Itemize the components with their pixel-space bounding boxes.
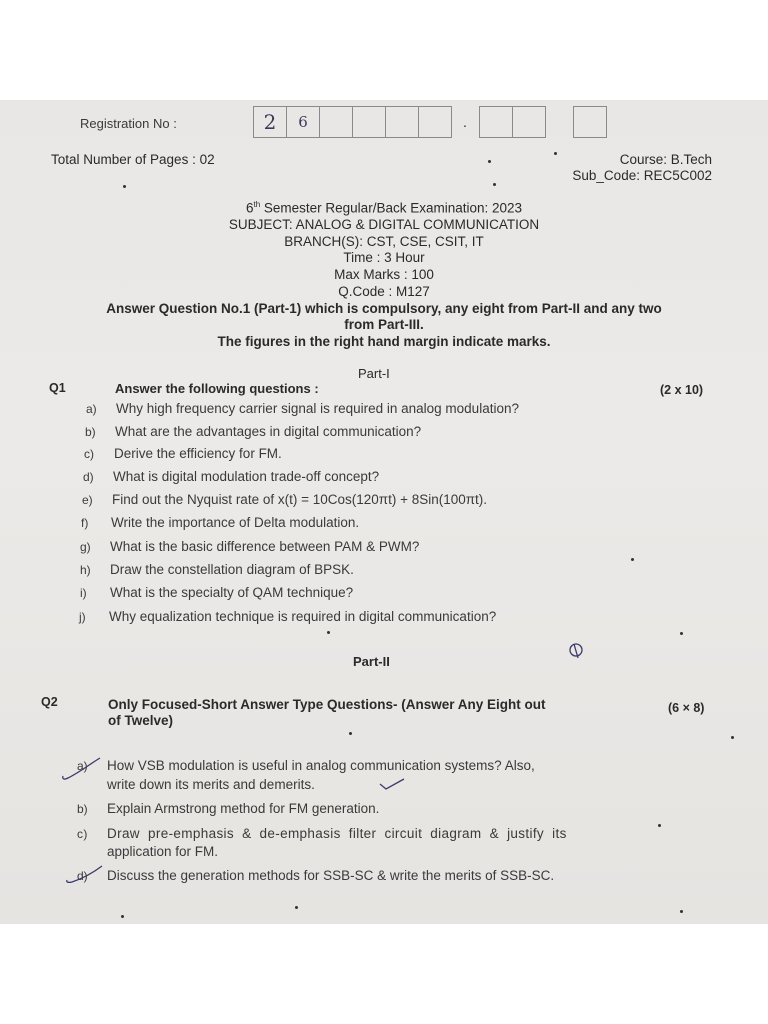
instruction-line-3: The figures in the right hand margin indicate marks. [217, 334, 551, 349]
item-letter: a) [86, 402, 97, 416]
item-continuation: application for FM. [107, 844, 219, 859]
list-item [83, 469, 379, 484]
speck [680, 632, 683, 635]
q2-number: Q2 [41, 695, 58, 709]
list-item [80, 562, 354, 577]
part2-title: Part-II [353, 654, 390, 669]
speck [493, 183, 496, 186]
item-text: Find out the Nyquist rate of x(t) = 10Cos(120πt) + 8Sin(100πt). [112, 492, 488, 507]
list-item [77, 868, 554, 883]
item-letter: d) [83, 470, 94, 484]
semester-ordinal: 6 [245, 200, 254, 216]
speck [327, 631, 330, 634]
registration-box [418, 106, 452, 138]
exam-paper [0, 100, 768, 924]
branch: BRANCH(S): CST, CSE, CSIT, IT [284, 234, 484, 249]
list-item [84, 446, 282, 461]
speck [121, 915, 124, 918]
q1-marks: (2 x 10) [660, 383, 704, 397]
speck [631, 558, 634, 561]
registration-box [479, 106, 513, 138]
item-letter: g) [80, 540, 91, 554]
item-text: What is the basic difference between PAM & PWM? [110, 539, 420, 554]
registration-boxes [253, 106, 606, 138]
time: Time : 3 Hour [343, 250, 425, 265]
item-text: Why equalization technique is required in digital communication? [109, 609, 497, 624]
item-text: What is digital modulation trade-off concept? [113, 469, 380, 484]
speck [349, 732, 352, 735]
item-letter: d) [77, 869, 88, 883]
q1-number: Q1 [49, 381, 66, 395]
item-continuation: write down its merits and demerits. [107, 777, 315, 792]
registration-box: 6 [286, 106, 320, 138]
semester-line [0, 200, 768, 216]
list-item [80, 539, 419, 554]
item-text: Discuss the generation methods for SSB-SC & write the merits of SSB-SC. [107, 868, 555, 883]
list-item [82, 492, 487, 507]
registration-box [385, 106, 419, 138]
subject: SUBJECT: ANALOG & DIGITAL COMMUNICATION [228, 217, 540, 232]
q2-heading-line-2: of Twelve) [108, 713, 174, 728]
registration-box [512, 106, 546, 138]
list-item [77, 801, 379, 816]
course: Course: B.Tech [619, 152, 712, 167]
registration-box [573, 106, 607, 138]
instruction-line-2: from Part-III. [344, 317, 424, 332]
sub-code: Sub_Code: REC5C002 [572, 168, 712, 183]
instruction-line-1: Answer Question No.1 (Part-1) which is compulsory, any eight from Part-II and any two [106, 301, 662, 316]
item-text: Why high frequency carrier signal is required in analog modulation? [116, 401, 519, 416]
item-text: Derive the efficiency for FM. [114, 446, 282, 461]
item-text: How VSB modulation is useful in analog communication systems? Also, [107, 758, 535, 773]
list-item [86, 401, 519, 416]
item-letter: h) [80, 563, 91, 577]
speck [295, 906, 298, 909]
max-marks: Max Marks : 100 [334, 267, 434, 282]
registration-box [319, 106, 353, 138]
total-pages: Total Number of Pages : 02 [51, 152, 215, 167]
speck [731, 736, 734, 739]
speck [680, 910, 683, 913]
item-letter: a) [77, 759, 88, 773]
list-item [85, 424, 421, 439]
part1-title: Part-I [358, 366, 390, 381]
list-item [81, 515, 359, 530]
pen-mark-icon [62, 864, 112, 890]
item-letter: i) [80, 586, 87, 600]
speck [658, 824, 661, 827]
speck [488, 160, 491, 163]
item-letter: j) [79, 610, 86, 624]
item-text: Write the importance of Delta modulation. [111, 515, 360, 530]
list-item [79, 609, 496, 624]
semester-suffix: th [253, 200, 261, 209]
item-letter: e) [82, 493, 93, 507]
item-text: What are the advantages in digital communication? [115, 424, 422, 439]
speck [554, 152, 557, 155]
q2-marks: (6 × 8) [668, 701, 705, 715]
list-item [77, 758, 535, 773]
item-letter: f) [81, 516, 89, 530]
item-letter: c) [77, 827, 88, 841]
registration-box [352, 106, 386, 138]
item-letter: b) [77, 802, 88, 816]
registration-box: 2 [253, 106, 287, 138]
registration-separator: . [463, 114, 467, 130]
tick-mark-icon [378, 776, 408, 792]
q1-heading: Answer the following questions : [115, 381, 319, 396]
item-text: What is the specialty of QAM technique? [110, 585, 354, 600]
registration-separator [545, 106, 573, 138]
list-item [80, 585, 353, 600]
q2-heading-line-1: Only Focused-Short Answer Type Questions- (Answer Any Eight out [108, 697, 546, 712]
item-text: Draw the constellation diagram of BPSK. [110, 562, 354, 577]
course-info [572, 152, 712, 184]
item-text: Draw pre-emphasis & de-emphasis filter circuit diagram & justify its [107, 826, 567, 841]
list-item [77, 826, 567, 841]
item-letter: b) [85, 425, 96, 439]
speck [123, 185, 126, 188]
item-text: Explain Armstrong method for FM generation. [107, 801, 380, 816]
semester-text: Semester Regular/Back Examination: 2023 [260, 200, 523, 216]
pen-mark-icon [60, 754, 120, 784]
handwritten-mark-icon [566, 640, 586, 662]
registration-label: Registration No : [80, 116, 177, 131]
question-code: Q.Code : M127 [338, 284, 430, 299]
item-letter: c) [84, 447, 94, 461]
